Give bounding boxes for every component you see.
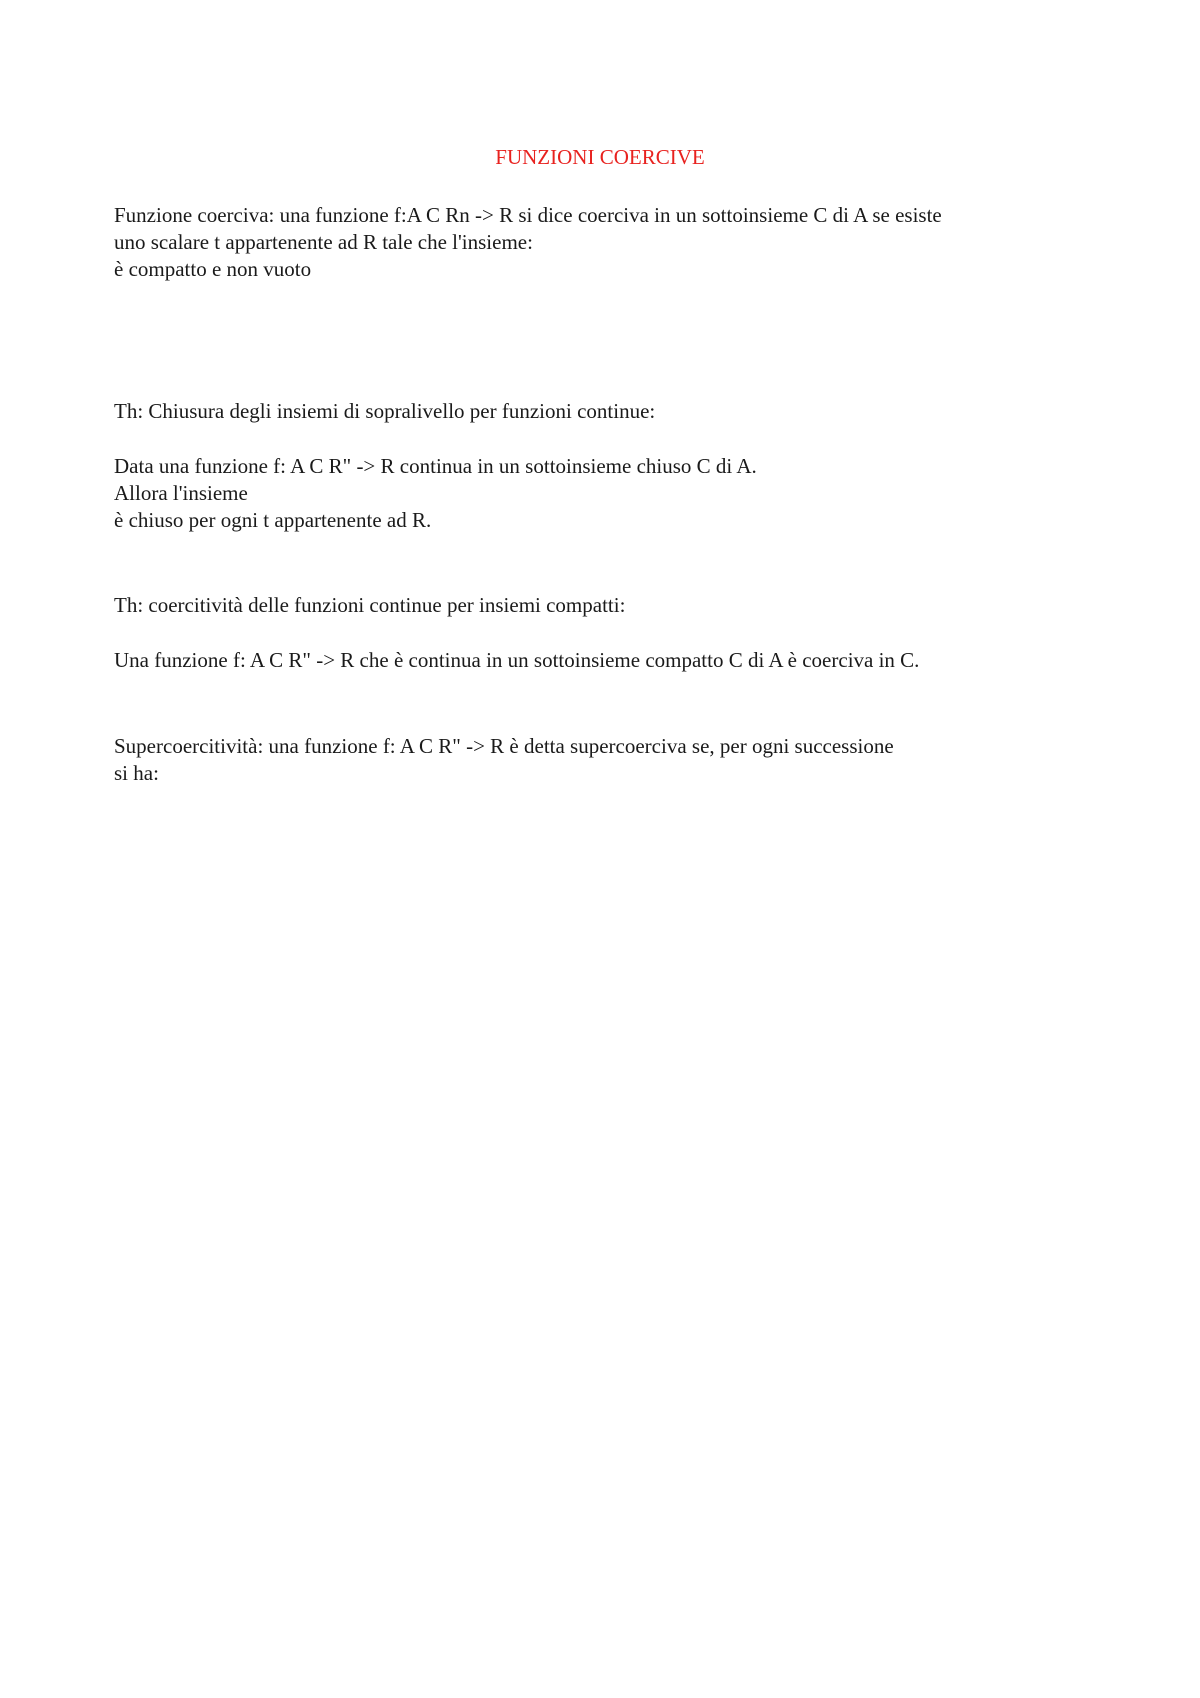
supercoercivity-line-2: si ha:: [114, 761, 159, 785]
theorem-closure-heading: Th: Chiusura degli insiemi di sopralivello per funzioni continue:: [114, 399, 656, 423]
coercive-definition-line-2: uno scalare t appartenente ad R tale che l'insieme:: [114, 230, 533, 254]
theorem-closure-line-3: è chiuso per ogni t appartenente ad R.: [114, 508, 432, 532]
theorem-coercivity-heading: Th: coercitività delle funzioni continue per insiemi compatti:: [114, 593, 626, 617]
supercoercivity-line-1: Supercoercitività: una funzione f: A C R" -> R è detta supercoerciva se, per ogni successione: [114, 734, 894, 758]
theorem-closure-line-1: Data una funzione f: A C R" -> R continua in un sottoinsieme chiuso C di A.: [114, 454, 757, 478]
coercive-definition-line-1: Funzione coerciva: una funzione f:A C Rn -> R si dice coerciva in un sottoinsieme C di A se esiste: [114, 203, 942, 227]
theorem-coercivity-statement: Una funzione f: A C R" -> R che è continua in un sottoinsieme compatto C di A è coerciva in C.: [114, 648, 920, 672]
coercive-definition-line-3: è compatto e non vuoto: [114, 257, 312, 281]
theorem-closure-line-2: Allora l'insieme: [114, 481, 248, 505]
document-title: FUNZIONI COERCIVE: [495, 145, 705, 169]
